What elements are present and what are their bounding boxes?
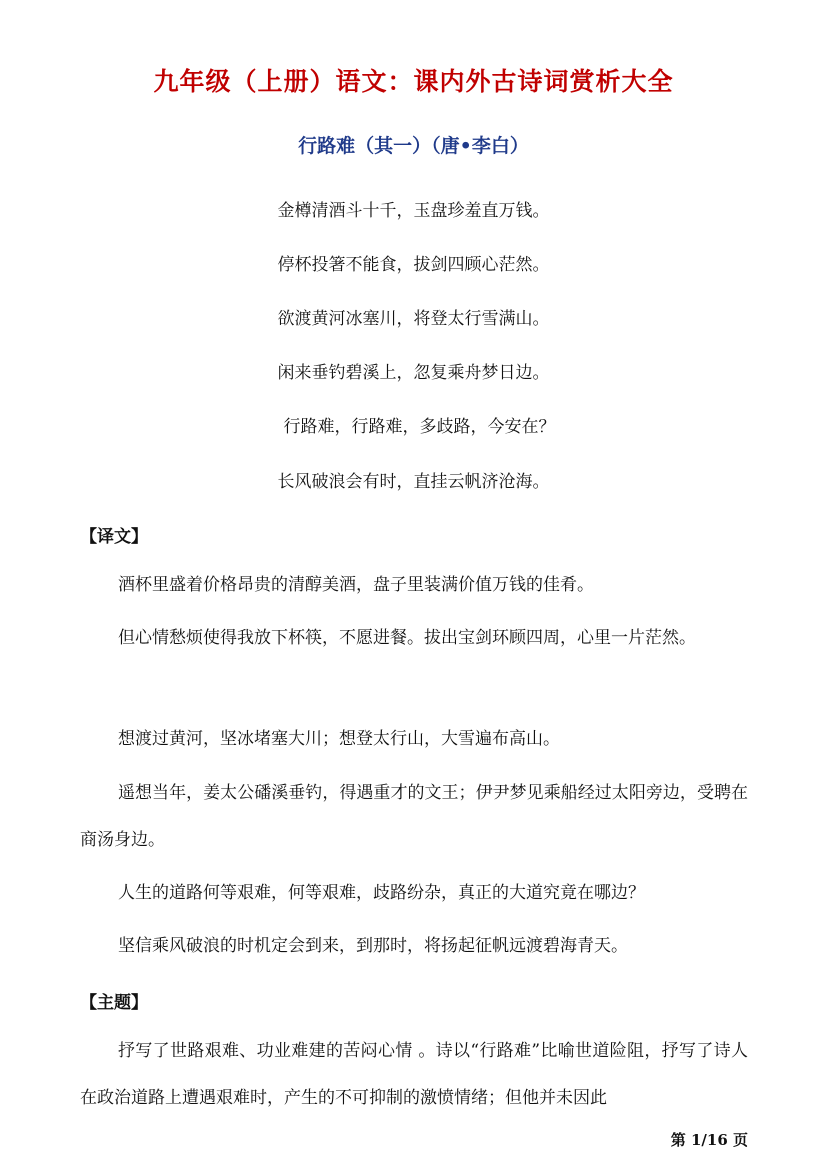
theme-heading: 【主题】 <box>80 993 148 1013</box>
poem-line: 停杯投箸不能食，拔剑四顾心茫然。 <box>277 255 550 275</box>
theme-paragraph: 抒写了世路艰难、功业难建的苦闷心情 。诗以“行路难”比喻世道险阻，抒写了诗人在政治道路上遭遇艰难时，产生的不可抑制的激愤情绪；但他并未因此 <box>80 1041 748 1108</box>
poem-line: 欲渡黄河冰塞川，将登太行雪满山。 <box>277 309 550 329</box>
poem-line: 长风破浪会有时，直挂云帆济沧海。 <box>277 472 550 492</box>
poem-line: 金樽清酒斗十千，玉盘珍羞直万钱。 <box>277 201 550 221</box>
translation-paragraph: 但心情愁烦使得我放下杯筷，不愿进餐。拔出宝剑环顾四周，心里一片茫然。 <box>118 628 696 648</box>
document-title: 九年级（上册）语文：课内外古诗词赏析大全 <box>153 67 674 96</box>
translation-paragraph: 酒杯里盛着价格昂贵的清醇美酒，盘子里装满价值万钱的佳肴。 <box>118 575 594 595</box>
translation-paragraph: 人生的道路何等艰难，何等艰难，歧路纷杂，真正的大道究竟在哪边？ <box>118 883 645 903</box>
translation-paragraph: 遥想当年，姜太公磻溪垂钓，得遇重才的文王；伊尹梦见乘船经过太阳旁边，受聘在商汤身边。 <box>80 783 748 850</box>
translation-paragraph: 想渡过黄河，坚冰堵塞大川；想登太行山，大雪遍布高山。 <box>118 729 560 749</box>
poem-title: 行路难（其一）（唐•李白） <box>298 135 529 157</box>
poem-line: 行路难，行路难，多歧路，今安在？ <box>283 417 556 437</box>
translation-heading: 【译文】 <box>80 527 148 547</box>
poem-line: 闲来垂钓碧溪上，忽复乘舟梦日边。 <box>277 363 550 383</box>
translation-paragraph: 坚信乘风破浪的时机定会到来，到那时，将扬起征帆远渡碧海青天。 <box>118 936 628 956</box>
page-number: 第 1/16 页 <box>670 1131 748 1149</box>
